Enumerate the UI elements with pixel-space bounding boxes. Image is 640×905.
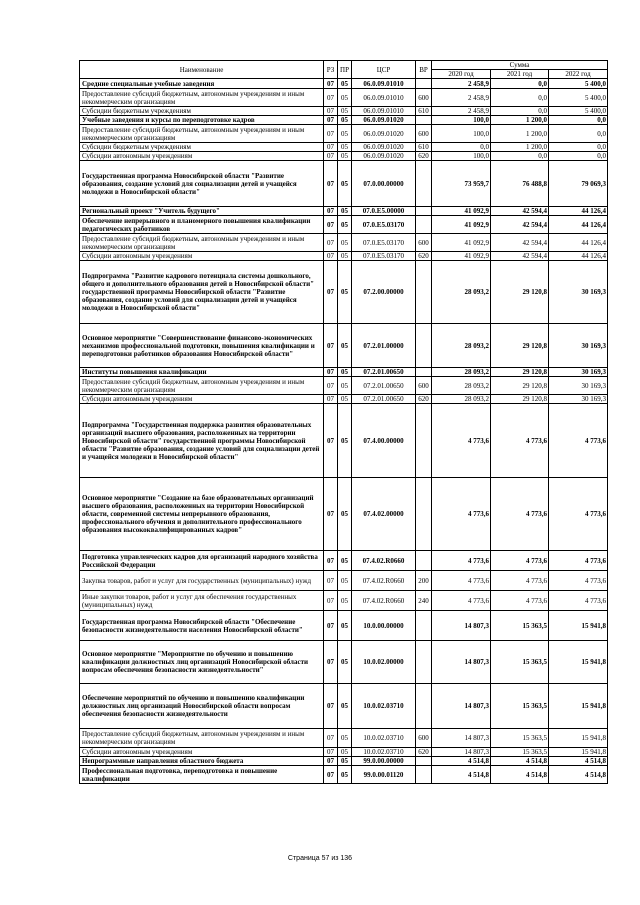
row-pr: 05 [338,729,352,748]
row-name: Основное мероприятие "Создание на базе образовательных организаций высшего образования, расположенных на территории Новосибирской области, современной системы непрерывного образования, профессионального обучения и дополнительного профессионального образования высококвалифицированных кадров" [80,478,324,551]
row-pr: 05 [338,79,352,89]
row-value-2020: 0,0 [432,143,491,152]
table-row [80,395,608,404]
row-rz: 07 [324,368,338,377]
row-rz: 07 [324,684,338,729]
row-csr: 10.0.00.00000 [352,611,416,641]
row-rz: 07 [324,611,338,641]
row-value-2020: 41 092,9 [432,207,491,216]
row-csr: 10.0.02.03710 [352,684,416,729]
row-value-2022: 4 514,8 [549,766,608,784]
row-name: Непрограммные направления областного бюджета [80,757,324,766]
row-value-2021: 1 200,0 [491,125,549,143]
row-value-2022: 5 400,0 [549,89,608,107]
table-row [80,551,608,571]
row-value-2022: 30 169,3 [549,324,608,368]
table-row [80,216,608,234]
row-value-2020: 4 773,6 [432,404,491,478]
header-name: Наименование [80,61,324,79]
row-name: Подготовка управленческих кадров для организаций народного хозяйства Российской Федерации [80,551,324,571]
row-vr [416,757,432,766]
row-value-2021: 15 363,5 [491,611,549,641]
row-csr: 06.0.09.01020 [352,125,416,143]
row-name: Субсидии бюджетным учреждениям [80,107,324,116]
row-pr: 05 [338,89,352,107]
row-name: Субсидии бюджетным учреждениям [80,143,324,152]
row-csr: 10.0.02.00000 [352,641,416,684]
row-vr [416,116,432,125]
row-pr: 05 [338,216,352,234]
row-csr: 07.0.E5.03170 [352,234,416,252]
row-vr [416,261,432,324]
row-value-2020: 14 807,3 [432,729,491,748]
row-vr: 240 [416,591,432,611]
row-value-2021: 15 363,5 [491,729,549,748]
row-name: Основное мероприятие "Совершенствование финансово-экономических механизмов профессиональной подготовки, повышения квалификации и переподготовки работников образования Новосибирской области" [80,324,324,368]
row-csr: 07.2.01.00650 [352,368,416,377]
row-name: Обеспечение непрерывного и планомерного повышения квалификации педагогических работников [80,216,324,234]
table-row [80,377,608,395]
header-rz: РЗ [324,61,338,79]
row-pr: 05 [338,377,352,395]
row-name: Институты повышения квалификации [80,368,324,377]
row-name: Средние специальные учебные заведения [80,79,324,89]
row-pr: 05 [338,252,352,261]
table-row [80,684,608,729]
row-rz: 07 [324,478,338,551]
table-row [80,729,608,748]
row-value-2020: 2 458,9 [432,107,491,116]
row-csr: 07.0.00.00000 [352,161,416,207]
row-name: Обеспечение мероприятий по обучению и повышению квалификации должностных лиц организаций Новосибирской области вопросам обеспечения безопасности жизнедеятельности [80,684,324,729]
row-value-2021: 15 363,5 [491,748,549,757]
row-pr: 05 [338,107,352,116]
row-value-2020: 100,0 [432,152,491,161]
row-value-2020: 2 458,9 [432,89,491,107]
row-vr: 600 [416,234,432,252]
row-vr: 610 [416,107,432,116]
row-value-2021: 4 773,6 [491,591,549,611]
row-pr: 05 [338,478,352,551]
row-value-2022: 0,0 [549,125,608,143]
table-row [80,611,608,641]
row-value-2022: 0,0 [549,143,608,152]
row-csr: 99.0.00.01120 [352,766,416,784]
row-value-2021: 29 120,8 [491,395,549,404]
row-value-2022: 15 941,8 [549,641,608,684]
row-name: Профессиональная подготовка, переподготовка и повышение квалификации [80,766,324,784]
row-value-2022: 0,0 [549,116,608,125]
row-value-2022: 30 169,3 [549,377,608,395]
header-sum: Сумма [432,61,608,70]
row-value-2020: 4 514,8 [432,766,491,784]
row-pr: 05 [338,368,352,377]
row-value-2020: 14 807,3 [432,641,491,684]
row-rz: 07 [324,216,338,234]
row-pr: 05 [338,207,352,216]
row-vr: 620 [416,152,432,161]
row-value-2020: 28 093,2 [432,377,491,395]
row-name: Государственная программа Новосибирской области "Развитие образования, создание условий для социализации детей и учащейся молодежи в Новосибирской области" [80,161,324,207]
row-rz: 07 [324,641,338,684]
row-value-2021: 0,0 [491,107,549,116]
row-value-2022: 4 773,6 [549,591,608,611]
row-value-2020: 100,0 [432,125,491,143]
row-rz: 07 [324,125,338,143]
row-value-2020: 4 514,8 [432,757,491,766]
row-rz: 07 [324,377,338,395]
row-rz: 07 [324,89,338,107]
row-value-2020: 41 092,9 [432,252,491,261]
row-pr: 05 [338,641,352,684]
row-rz: 07 [324,551,338,571]
row-value-2022: 4 773,6 [549,571,608,591]
row-value-2022: 15 941,8 [549,729,608,748]
row-value-2020: 4 773,6 [432,551,491,571]
row-pr: 05 [338,116,352,125]
row-value-2020: 4 773,6 [432,571,491,591]
row-rz: 07 [324,116,338,125]
row-value-2022: 30 169,3 [549,395,608,404]
row-pr: 05 [338,684,352,729]
row-value-2022: 4 773,6 [549,551,608,571]
row-vr [416,216,432,234]
row-csr: 06.0.09.01020 [352,143,416,152]
row-value-2022: 79 069,3 [549,161,608,207]
row-vr [416,368,432,377]
row-csr: 07.2.00.00000 [352,261,416,324]
row-pr: 05 [338,152,352,161]
row-value-2020: 4 773,6 [432,591,491,611]
row-value-2022: 15 941,8 [549,684,608,729]
header-pr: ПР [338,61,352,79]
row-value-2021: 76 488,8 [491,161,549,207]
row-csr: 07.2.01.00000 [352,324,416,368]
row-value-2020: 14 807,3 [432,611,491,641]
row-csr: 07.0.E5.03170 [352,216,416,234]
row-value-2021: 4 514,8 [491,757,549,766]
table-row [80,404,608,478]
row-csr: 07.4.02.R0660 [352,551,416,571]
table-row [80,207,608,216]
row-csr: 07.0.E5.03170 [352,252,416,261]
row-value-2021: 15 363,5 [491,684,549,729]
header-year-2020: 2020 год [432,70,491,79]
row-value-2022: 44 126,4 [549,234,608,252]
row-name: Предоставление субсидий бюджетным, автономным учреждениям и иным некоммерческим организациям [80,125,324,143]
row-value-2022: 5 400,0 [549,79,608,89]
row-csr: 07.2.01.00650 [352,395,416,404]
budget-table-sheet [79,60,607,784]
table-row [80,748,608,757]
row-name: Государственная программа Новосибирской области "Обеспечение безопасности жизнедеятельности населения Новосибирской области" [80,611,324,641]
row-value-2022: 30 169,3 [549,368,608,377]
row-value-2021: 0,0 [491,152,549,161]
table-row [80,234,608,252]
row-vr [416,684,432,729]
row-value-2022: 4 773,6 [549,478,608,551]
row-rz: 07 [324,207,338,216]
row-value-2021: 4 773,6 [491,571,549,591]
row-csr: 07.2.01.00650 [352,377,416,395]
row-value-2020: 41 092,9 [432,216,491,234]
row-pr: 05 [338,395,352,404]
row-csr: 10.0.02.03710 [352,748,416,757]
row-rz: 07 [324,234,338,252]
row-rz: 07 [324,261,338,324]
table-row [80,591,608,611]
row-vr [416,324,432,368]
row-csr: 07.4.02.R0660 [352,571,416,591]
row-value-2021: 4 514,8 [491,766,549,784]
row-rz: 07 [324,161,338,207]
row-pr: 05 [338,551,352,571]
row-csr: 06.0.09.01020 [352,116,416,125]
table-row [80,152,608,161]
row-value-2020: 41 092,9 [432,234,491,252]
row-name: Субсидии автономным учреждениям [80,395,324,404]
row-csr: 06.0.09.01010 [352,79,416,89]
table-row [80,116,608,125]
row-rz: 07 [324,748,338,757]
row-vr [416,611,432,641]
row-vr [416,207,432,216]
row-name: Субсидии автономным учреждениям [80,252,324,261]
row-rz: 07 [324,324,338,368]
row-vr: 600 [416,89,432,107]
row-value-2021: 29 120,8 [491,368,549,377]
row-pr: 05 [338,234,352,252]
row-vr: 600 [416,125,432,143]
row-rz: 07 [324,107,338,116]
row-pr: 05 [338,404,352,478]
row-value-2022: 15 941,8 [549,748,608,757]
row-value-2021: 0,0 [491,89,549,107]
table-row [80,641,608,684]
row-vr [416,404,432,478]
row-value-2021: 29 120,8 [491,324,549,368]
row-value-2020: 14 807,3 [432,684,491,729]
table-row [80,89,608,107]
row-value-2021: 4 773,6 [491,551,549,571]
table-row [80,79,608,89]
row-value-2021: 0,0 [491,79,549,89]
row-vr: 600 [416,377,432,395]
row-rz: 07 [324,757,338,766]
row-vr: 600 [416,729,432,748]
table-body [80,79,608,784]
row-rz: 07 [324,766,338,784]
row-csr: 07.4.00.00000 [352,404,416,478]
table-row [80,324,608,368]
table-row [80,107,608,116]
row-value-2021: 42 594,4 [491,234,549,252]
row-pr: 05 [338,591,352,611]
row-rz: 07 [324,79,338,89]
table-row [80,571,608,591]
row-name: Подпрограмма "Государственная поддержка развития образовательных организаций высшего образования, расположенных на территории Новосибирской области" государственной программы Новосибирской области "Развитие образования, создание условий для социализации детей и учащейся молодежи в Новосибирской области" [80,404,324,478]
row-vr [416,478,432,551]
table-row [80,252,608,261]
row-csr: 06.0.09.01010 [352,89,416,107]
row-pr: 05 [338,125,352,143]
row-vr [416,551,432,571]
row-pr: 05 [338,748,352,757]
header-year-2021: 2021 год [491,70,549,79]
row-value-2020: 2 458,9 [432,79,491,89]
table-row [80,261,608,324]
header-vr: ВР [416,61,432,79]
row-value-2021: 42 594,4 [491,216,549,234]
row-value-2020: 100,0 [432,116,491,125]
row-name: Региональный проект "Учитель будущего" [80,207,324,216]
row-rz: 07 [324,404,338,478]
row-csr: 07.4.02.00000 [352,478,416,551]
row-vr [416,161,432,207]
row-pr: 05 [338,324,352,368]
row-rz: 07 [324,591,338,611]
row-pr: 05 [338,757,352,766]
table-row [80,161,608,207]
row-value-2022: 4 773,6 [549,404,608,478]
row-rz: 07 [324,571,338,591]
row-value-2020: 28 093,2 [432,395,491,404]
row-rz: 07 [324,152,338,161]
row-value-2020: 28 093,2 [432,324,491,368]
row-value-2021: 42 594,4 [491,207,549,216]
row-pr: 05 [338,611,352,641]
row-vr [416,766,432,784]
row-value-2022: 15 941,8 [549,611,608,641]
row-pr: 05 [338,161,352,207]
row-rz: 07 [324,143,338,152]
row-csr: 06.0.09.01010 [352,107,416,116]
row-pr: 05 [338,143,352,152]
row-value-2022: 44 126,4 [549,216,608,234]
row-vr: 620 [416,748,432,757]
row-pr: 05 [338,571,352,591]
table-row [80,478,608,551]
row-value-2021: 29 120,8 [491,261,549,324]
row-value-2020: 28 093,2 [432,261,491,324]
row-value-2020: 28 093,2 [432,368,491,377]
row-vr: 620 [416,252,432,261]
row-value-2022: 30 169,3 [549,261,608,324]
row-vr: 200 [416,571,432,591]
row-vr: 610 [416,143,432,152]
row-value-2022: 44 126,4 [549,207,608,216]
row-value-2021: 42 594,4 [491,252,549,261]
row-value-2021: 15 363,5 [491,641,549,684]
page-number: Страница 57 из 136 [287,855,353,862]
row-name: Подпрограмма "Развитие кадрового потенциала системы дошкольного, общего и дополнительного образования детей в Новосибирской области" государственной программы Новосибирской области "Развитие образования, создание условий для социализации детей и учащейся молодежи в Новосибирской области" [80,261,324,324]
row-value-2021: 1 200,0 [491,116,549,125]
row-value-2021: 4 773,6 [491,404,549,478]
row-name: Закупка товаров, работ и услуг для государственных (муниципальных) нужд [80,571,324,591]
table-row [80,368,608,377]
row-csr: 07.4.02.R0660 [352,591,416,611]
row-csr: 10.0.02.03710 [352,729,416,748]
row-value-2020: 4 773,6 [432,478,491,551]
row-value-2022: 4 514,8 [549,757,608,766]
row-name: Предоставление субсидий бюджетным, автономным учреждениям и иным некоммерческим организациям [80,729,324,748]
header-csr: ЦСР [352,61,416,79]
row-rz: 07 [324,252,338,261]
header-year-2022: 2022 год [549,70,608,79]
row-pr: 05 [338,261,352,324]
row-name: Субсидии автономным учреждениям [80,152,324,161]
budget-table [79,60,608,784]
row-name: Иные закупки товаров, работ и услуг для обеспечения государственных (муниципальных) нужд [80,591,324,611]
table-row [80,766,608,784]
row-csr: 07.0.E5.00000 [352,207,416,216]
row-name: Предоставление субсидий бюджетным, автономным учреждениям и иным некоммерческим организациям [80,234,324,252]
row-value-2022: 5 400,0 [549,107,608,116]
table-row [80,143,608,152]
row-csr: 99.0.00.00000 [352,757,416,766]
table-row [80,125,608,143]
row-pr: 05 [338,766,352,784]
row-name: Учебные заведения и курсы по переподготовке кадров [80,116,324,125]
row-name: Предоставление субсидий бюджетным, автономным учреждениям и иным некоммерческим организациям [80,377,324,395]
row-value-2022: 44 126,4 [549,252,608,261]
row-value-2020: 14 807,3 [432,748,491,757]
row-name: Предоставление субсидий бюджетным, автономным учреждениям и иным некоммерческим организациям [80,89,324,107]
row-rz: 07 [324,395,338,404]
row-value-2022: 0,0 [549,152,608,161]
row-value-2020: 73 959,7 [432,161,491,207]
row-vr [416,79,432,89]
row-value-2021: 4 773,6 [491,478,549,551]
row-csr: 06.0.09.01020 [352,152,416,161]
row-vr: 620 [416,395,432,404]
row-rz: 07 [324,729,338,748]
row-name: Субсидии автономным учреждениям [80,748,324,757]
row-vr [416,641,432,684]
row-value-2021: 29 120,8 [491,377,549,395]
row-value-2021: 1 200,0 [491,143,549,152]
table-row [80,757,608,766]
row-name: Основное мероприятие "Мероприятие по обучению и повышению квалификации должностных лиц организаций Новосибирской области вопросам обеспечения безопасности жизнедеятельности" [80,641,324,684]
